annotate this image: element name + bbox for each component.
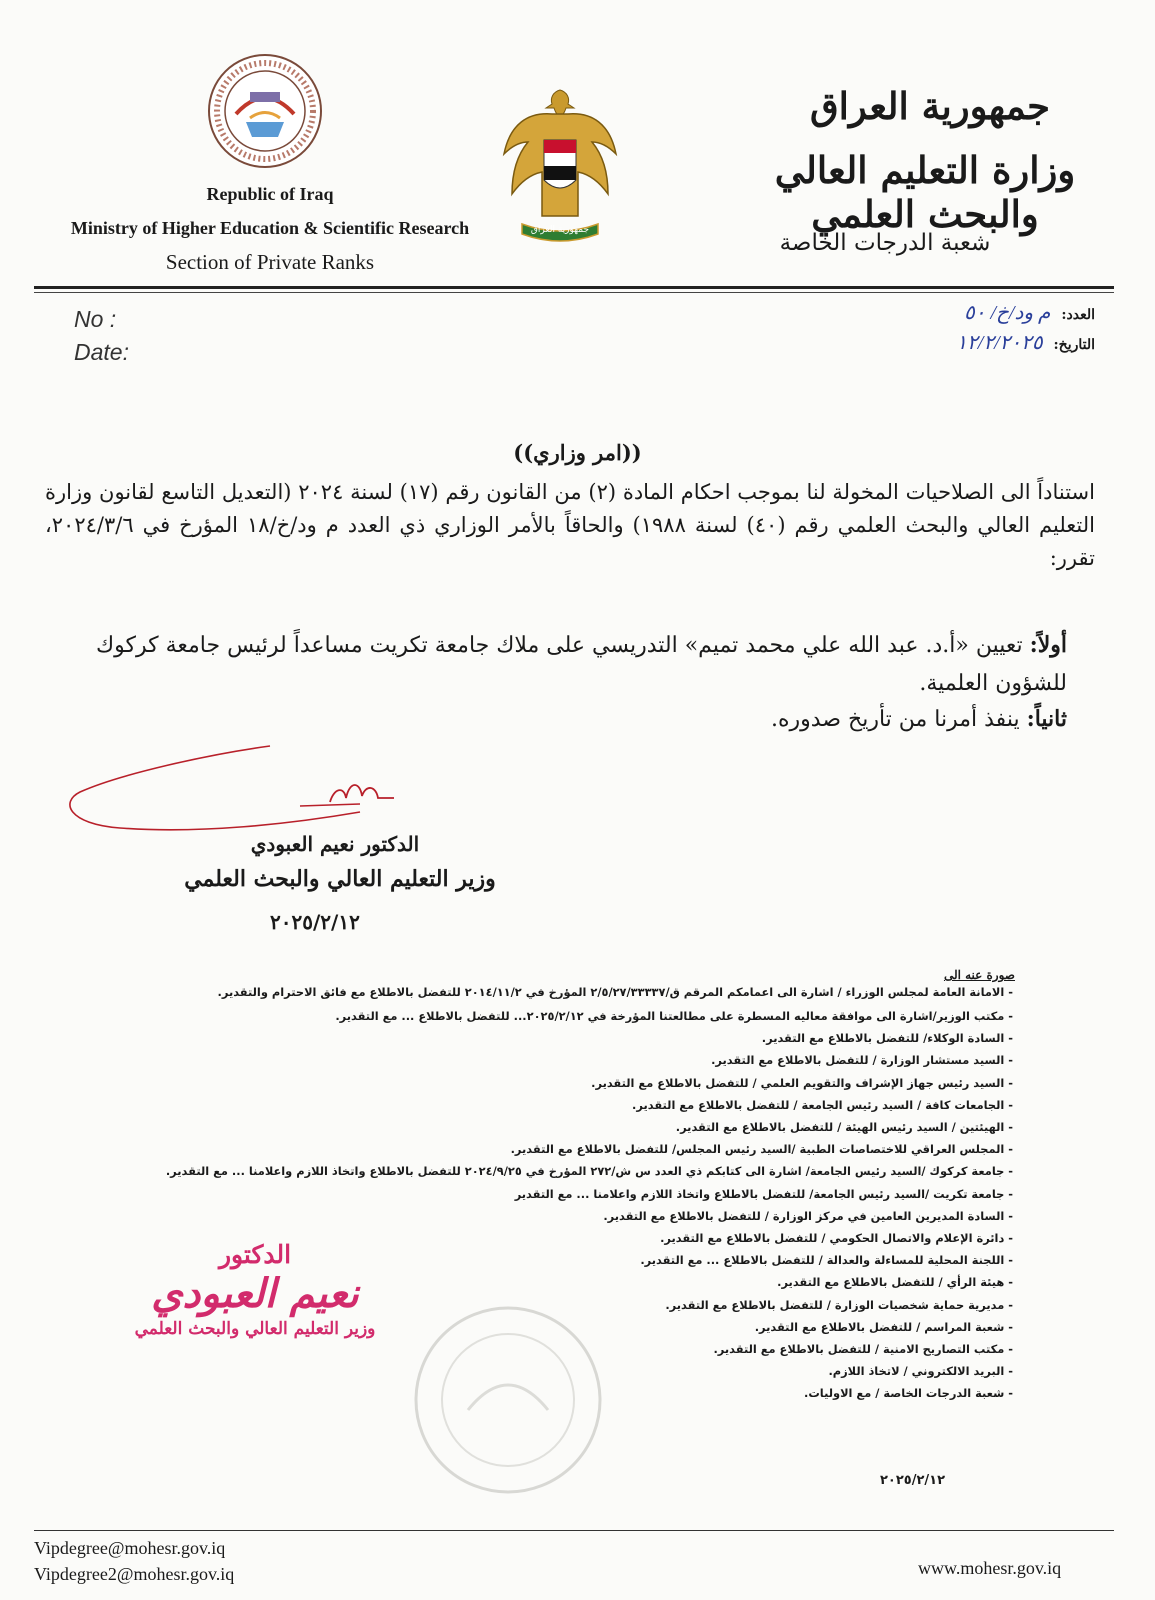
ar-date-value: ١٢/٢/٢٠٢٥	[956, 332, 1043, 354]
copies-item: - السادة المديرين العامين في مركز الوزارة / للتفضل بالاطلاع مع التقدير.	[603, 1208, 1013, 1223]
copies-item: - دائرة الإعلام والاتصال الحكومي / للتفضل بالاطلاع مع التقدير.	[660, 1231, 1013, 1246]
footer-email-2[interactable]: Vipdegree2@mohesr.gov.iq	[34, 1564, 235, 1584]
copies-item: - السادة الوكلاء/ للتفضل بالاطلاع مع التقدير.	[761, 1031, 1013, 1046]
ar-ministry: وزارة التعليم العالي والبحث العلمي	[774, 148, 1076, 236]
copies-item: - البريد الالكتروني / لاتخاذ اللازم.	[828, 1364, 1013, 1379]
footer-email-1[interactable]: Vipdegree@mohesr.gov.iq	[34, 1538, 226, 1558]
embossed-seal	[388, 1300, 628, 1500]
copies-item: - الجامعات كافة / السيد رئيس الجامعة / للتفضل بالاطلاع مع التقدير.	[632, 1097, 1013, 1112]
ar-date-label: التاريخ:	[1053, 337, 1095, 353]
header-rule-thin	[34, 292, 1114, 293]
order-title: ((امر وزاري))	[513, 440, 642, 465]
item-2-label: ثانياً:	[1026, 706, 1067, 732]
ar-date-line	[956, 330, 1095, 355]
copies-item: - الهيئتين / السيد رئيس الهيئة / للتفضل بالاطلاع مع التقدير.	[675, 1120, 1013, 1135]
minister-stamp	[110, 1240, 400, 1339]
en-ministry: Ministry of Higher Education & Scientific Research	[70, 218, 470, 238]
order-item-2	[57, 706, 1067, 732]
footer-website[interactable]: www.mohesr.gov.iq	[918, 1558, 1062, 1578]
copies-item: - مكتب التصاريح الامنية / للتفضل بالاطلاع مع التقدير.	[713, 1342, 1013, 1357]
copies-item: - مكتب الوزير/اشارة الى موافقة معاليه المسطرة على مطالعتنا المؤرخة في ٢٠٢٥/٢/١٢... للتفضل بالاطلاع ... مع التقدير.	[335, 1009, 1013, 1023]
copies-item: - شعبة الدرجات الخاصة / مع الاوليات.	[804, 1386, 1013, 1401]
stamp-line-3: وزير التعليم العالي والبحث العلمي	[134, 1319, 376, 1339]
ar-country: جمهورية العراق	[809, 84, 1051, 128]
order-item-1	[57, 626, 1067, 703]
order-preamble: استناداً الى الصلاحيات المخولة لنا بموجب احكام المادة (٢) من القانون رقم (١٧) لسنة ٢٠٢٤ (التعديل التاسع لقانون وزارة التعليم العالي والبحث العلمي رقم (٤٠) لسنة ١٩٨٨) والحاقاً بالأمر الوزاري ذي العدد م ود/خ/١٨ المؤرخ في ٢٠٢٤/٣/٦، تقرر:	[45, 480, 1095, 570]
ar-section: شعبة الدرجات الخاصة	[779, 230, 991, 256]
signatory-name: الدكتور نعيم العبودي	[250, 832, 420, 856]
ar-number-label: العدد:	[1061, 307, 1095, 323]
copies-item: - اللجنة المحلية للمساءلة والعدالة / للتفضل بالاطلاع ... مع التقدير.	[640, 1253, 1013, 1268]
item-1-label: أولاً:	[1029, 632, 1067, 658]
copies-item: - جامعة تكريت /السيد رئيس الجامعة/ للتفضل بالاطلاع واتخاذ اللازم واعلامنا ... مع التقدير	[514, 1186, 1013, 1201]
ar-number-line	[964, 300, 1095, 325]
ar-number-value: م ود/خ/ ٥٠	[963, 302, 1051, 324]
signatory-title: وزير التعليم العالي والبحث العلمي	[184, 866, 496, 892]
copies-item: - هيئة الرأي / للتفضل بالاطلاع مع التقدير.	[777, 1275, 1013, 1290]
copies-item: - الامانة العامة لمجلس الوزراء / اشارة الى اعمامكم المرقم ق/٢/٥/٢٧/٣٣٣٣٧ المؤرخ في ٢٠١٤/١١/٢ للتفضل بالاطلاع مع فائق الاحترام والتقدير.	[217, 985, 1013, 999]
en-section: Section of Private Ranks	[165, 250, 375, 274]
no-label: No :	[74, 306, 117, 332]
stamp-line-2: نعيم العبودي	[151, 1270, 359, 1317]
copies-item: - جامعة كركوك /السيد رئيس الجامعة/ اشارة الى كتابكم ذي العدد س ش/٢٧٢ المؤرخ في ٢٠٢٤/٩/٢٥ للتفضل بالاطلاع واتخاذ اللازم واعلامنا ... مع التقدير.	[165, 1164, 1013, 1179]
copies-heading: صورة عنه الى	[943, 968, 1015, 982]
en-country: Republic of Iraq	[206, 184, 334, 204]
copies-item: - السيد رئيس جهاز الإشراف والتقويم العلمي / للتفضل بالاطلاع مع التقدير.	[591, 1075, 1013, 1090]
copies-item: - المجلس العراقي للاختصاصات الطبية /السيد رئيس المجلس/ للتفضل بالاطلاع مع التقدير.	[510, 1142, 1013, 1157]
stamp-line-1: الدكتور	[218, 1240, 292, 1269]
emblem-banner-text: جمهورية العراق	[530, 225, 590, 235]
item-2-text: ينفذ أمرنا من تأريخ صدوره.	[771, 707, 1020, 732]
header-rule	[34, 286, 1114, 289]
date-label: Date:	[74, 339, 129, 365]
item-1-text: تعيين «أ.د. عبد الله علي محمد تميم» التدريسي على ملاك جامعة تكريت مساعداً لرئيس جامعة كركوك للشؤون العلمية.	[96, 633, 1067, 696]
footer-rule	[34, 1530, 1114, 1531]
copies-item: - السيد مستشار الوزارة / للتفضل بالاطلاع مع التقدير.	[711, 1053, 1013, 1068]
copies-item: - مديرية حماية شخصيات الوزارة / للتفضل بالاطلاع مع التقدير.	[665, 1297, 1013, 1312]
handwritten-signature	[60, 740, 420, 840]
copies-date: ٢٠٢٥/٢/١٢	[880, 1473, 946, 1488]
ministry-logo	[206, 52, 324, 170]
copies-item: - شعبة المراسم / للتفضل بالاطلاع مع التقدير.	[754, 1319, 1013, 1334]
signature-date: ٢٠٢٥/٢/١٢	[270, 910, 360, 934]
